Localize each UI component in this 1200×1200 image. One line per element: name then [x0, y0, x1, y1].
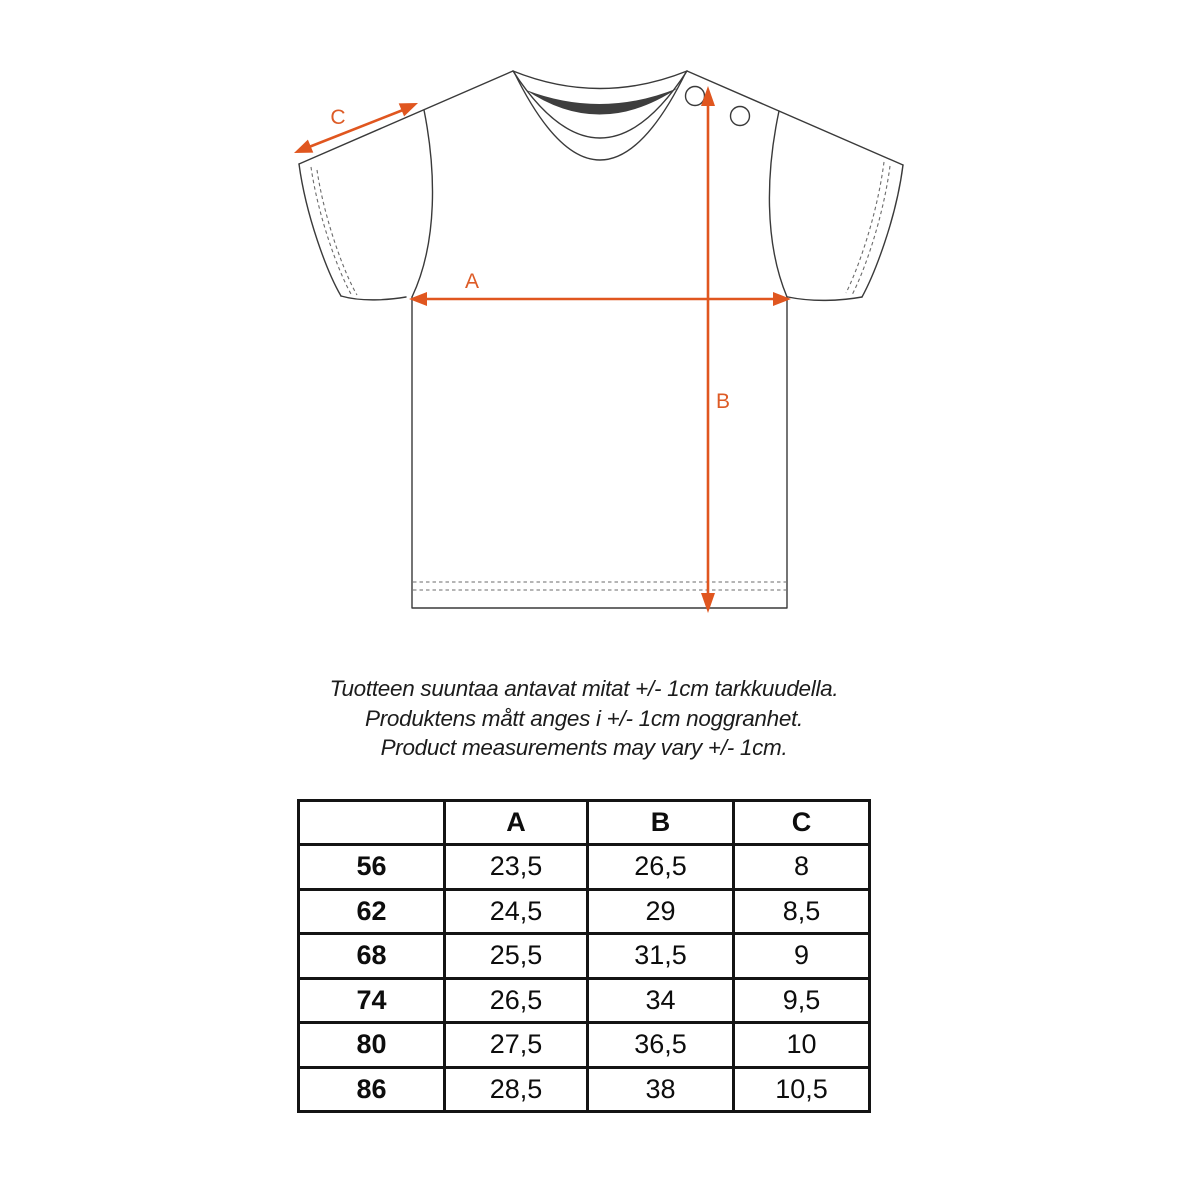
size-cell: 74 — [299, 978, 445, 1023]
value-c: 9 — [734, 934, 870, 979]
arrowhead-a-right — [773, 292, 791, 306]
note-swedish: Produktens mått anges i +/- 1cm noggranhet. — [365, 705, 803, 731]
value-a: 26,5 — [445, 978, 588, 1023]
measure-arrow-a — [409, 292, 791, 306]
value-b: 38 — [588, 1067, 734, 1112]
right-armhole-seam — [769, 111, 787, 297]
size-row-56 — [299, 845, 870, 890]
note-finnish: Tuotteen suuntaa antavat mitat +/- 1cm tarkkuudella. — [329, 676, 839, 701]
value-a: 27,5 — [445, 1023, 588, 1068]
value-b: 31,5 — [588, 934, 734, 979]
left-sleeve-outer-edge — [299, 164, 341, 296]
size-row-80 — [299, 1023, 870, 1068]
arrowhead-c-lower — [294, 140, 313, 153]
size-cell: 80 — [299, 1023, 445, 1068]
value-b: 26,5 — [588, 845, 734, 890]
value-a: 28,5 — [445, 1067, 588, 1112]
size-row-68 — [299, 934, 870, 979]
tshirt-measurement-diagram — [280, 55, 920, 625]
size-cell: 56 — [299, 845, 445, 890]
size-col-header-b: B — [588, 801, 734, 845]
measure-arrow-c — [294, 103, 418, 153]
size-col-header-blank — [299, 801, 445, 845]
size-row-62 — [299, 889, 870, 934]
value-c: 9,5 — [734, 978, 870, 1023]
measure-arrow-b — [701, 86, 715, 613]
value-c: 10 — [734, 1023, 870, 1068]
right-sleeve-stitching-2 — [852, 166, 890, 295]
size-row-86 — [299, 1067, 870, 1112]
arrowhead-b-bottom — [701, 593, 715, 613]
value-c: 10,5 — [734, 1067, 870, 1112]
left-sleeve-stitching-2 — [317, 170, 357, 295]
shoulder-snap-button-2 — [731, 107, 750, 126]
value-a: 23,5 — [445, 845, 588, 890]
tshirt-body-outline — [412, 297, 787, 608]
size-row-74 — [299, 978, 870, 1023]
size-cell: 68 — [299, 934, 445, 979]
measure-label-b: B — [715, 390, 731, 413]
right-shoulder-seam — [687, 71, 903, 165]
size-col-header-a: A — [445, 801, 588, 845]
value-a: 25,5 — [445, 934, 588, 979]
left-armhole-seam — [412, 110, 433, 297]
value-c: 8 — [734, 845, 870, 890]
size-col-header-c: C — [734, 801, 870, 845]
measurement-notes — [0, 674, 1168, 763]
size-table — [297, 799, 871, 1113]
value-a: 24,5 — [445, 889, 588, 934]
right-sleeve-outer-edge — [862, 165, 903, 297]
shoulder-snap-button-1 — [686, 87, 705, 106]
size-cell: 62 — [299, 889, 445, 934]
neck-opening-top-curve — [513, 71, 687, 89]
collar-inner-curve — [514, 72, 686, 160]
value-b: 34 — [588, 978, 734, 1023]
size-cell: 86 — [299, 1067, 445, 1112]
measure-label-c: C — [330, 106, 346, 129]
value-c: 8,5 — [734, 889, 870, 934]
note-english: Product measurements may vary +/- 1cm. — [380, 735, 788, 760]
value-b: 36,5 — [588, 1023, 734, 1068]
right-sleeve-cuff — [788, 297, 862, 300]
left-sleeve-cuff — [341, 296, 406, 300]
size-table-header-row — [299, 801, 870, 845]
arrowhead-c-upper — [399, 103, 418, 116]
right-sleeve-stitching — [846, 162, 884, 293]
measure-label-a: A — [464, 270, 480, 293]
value-b: 29 — [588, 889, 734, 934]
